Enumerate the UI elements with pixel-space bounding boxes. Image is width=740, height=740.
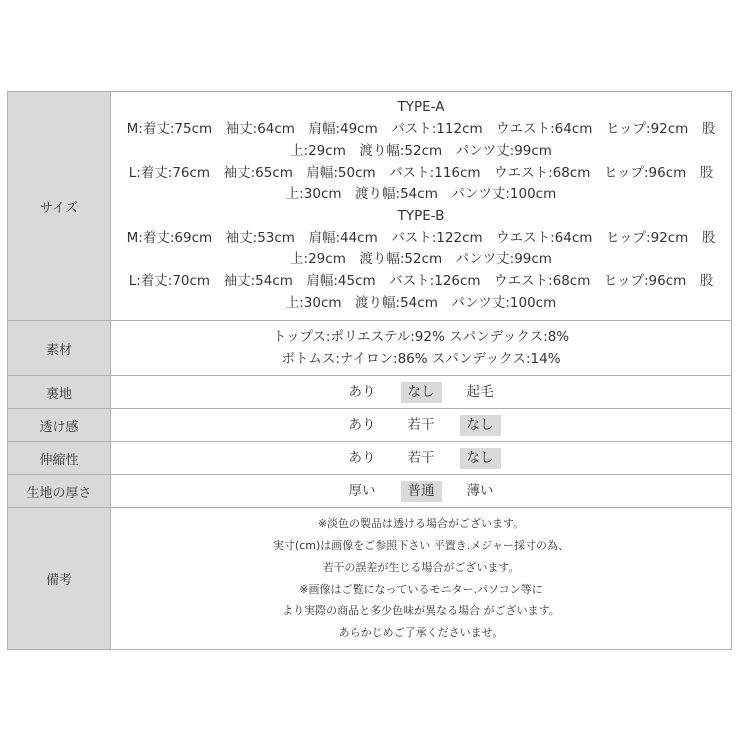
stretch-label: 伸縮性	[8, 442, 111, 475]
notes-row	[8, 508, 732, 650]
material-lines	[111, 326, 731, 370]
note-line: より実際の商品と多少色味が異なる場合 がございます。	[282, 604, 560, 618]
material-value	[111, 321, 732, 376]
note-line: ※画像はご覧になっているモニター.パソコン等に	[299, 582, 543, 596]
sheerness-label: 透け感	[8, 409, 111, 442]
size-line: TYPE-B	[397, 208, 445, 224]
product-spec-table	[7, 91, 732, 650]
note-line: あらかじめご了承くださいませ。	[338, 625, 504, 639]
sheerness-row	[8, 409, 732, 442]
thickness-label: 生地の厚さ	[8, 475, 111, 508]
lining-value	[111, 376, 732, 409]
lining-label: 裏地	[8, 376, 111, 409]
thickness-value	[111, 475, 732, 508]
stretch-option: あり	[348, 449, 376, 466]
notes-label: 備考	[8, 508, 111, 650]
size-row	[8, 92, 732, 321]
notes-lines	[111, 513, 731, 643]
lining-options	[111, 382, 731, 403]
size-line: 上:29cm 渡り幅:52cm パンツ丈:99cm	[290, 142, 552, 159]
size-line: L:着丈:76cm 袖丈:65cm 肩幅:50cm バスト:116cm ウエスト:68cm ヒップ:96cm 股	[128, 164, 714, 181]
sheerness-option-selected: なし	[460, 415, 501, 436]
size-line: L:着丈:70cm 袖丈:54cm 肩幅:45cm バスト:126cm ウエスト:68cm ヒップ:96cm 股	[128, 273, 714, 290]
size-line: M:着丈:69cm 袖丈:53cm 肩幅:44cm バスト:122cm ウエスト:64cm ヒップ:92cm 股	[126, 229, 716, 246]
size-line: 上:30cm 渡り幅:54cm パンツ丈:100cm	[285, 186, 557, 203]
thickness-options	[111, 481, 731, 502]
material-label: 素材	[8, 321, 111, 376]
size-line: TYPE-A	[397, 99, 445, 116]
size-label: サイズ	[8, 92, 111, 321]
note-line: ※淡色の製品は透ける場合がございます。	[317, 517, 525, 531]
sheerness-options	[111, 415, 731, 436]
lining-row	[8, 376, 732, 409]
thickness-option-selected: 普通	[401, 481, 442, 502]
sheerness-option: 若干	[407, 416, 435, 433]
size-lines	[111, 97, 731, 314]
note-line: 実寸(cm)は画像をご参照下さい 平置き.メジャー採寸の為、	[272, 539, 570, 553]
lining-option: あり	[348, 383, 376, 400]
size-line: 上:30cm 渡り幅:54cm パンツ丈:100cm	[285, 294, 557, 311]
sheerness-value	[111, 409, 732, 442]
stretch-option: 若干	[407, 449, 435, 466]
material-row	[8, 321, 732, 376]
stretch-row	[8, 442, 732, 475]
thickness-row	[8, 475, 732, 508]
material-line: トップス:ポリエステル:92% スパンデックス:8%	[272, 329, 570, 345]
size-line: M:着丈:75cm 袖丈:64cm 肩幅:49cm バスト:112cm ウエスト:64cm ヒップ:92cm 股	[126, 121, 716, 138]
stretch-value	[111, 442, 732, 475]
sheerness-option: あり	[348, 416, 376, 433]
notes-value	[111, 508, 732, 650]
thickness-option: 薄い	[466, 482, 494, 499]
material-line: ボトムス:ナイロン:86% スパンデックス:14%	[281, 351, 561, 367]
stretch-options	[111, 448, 731, 469]
lining-option-selected: なし	[401, 382, 442, 403]
lining-option: 起毛	[466, 383, 494, 400]
size-line: 上:29cm 渡り幅:52cm パンツ丈:99cm	[290, 251, 552, 268]
stretch-option-selected: なし	[460, 448, 501, 469]
size-value	[111, 92, 732, 321]
thickness-option: 厚い	[348, 482, 376, 499]
note-line: 若干の誤差が生じる場合がございます。	[322, 560, 520, 574]
